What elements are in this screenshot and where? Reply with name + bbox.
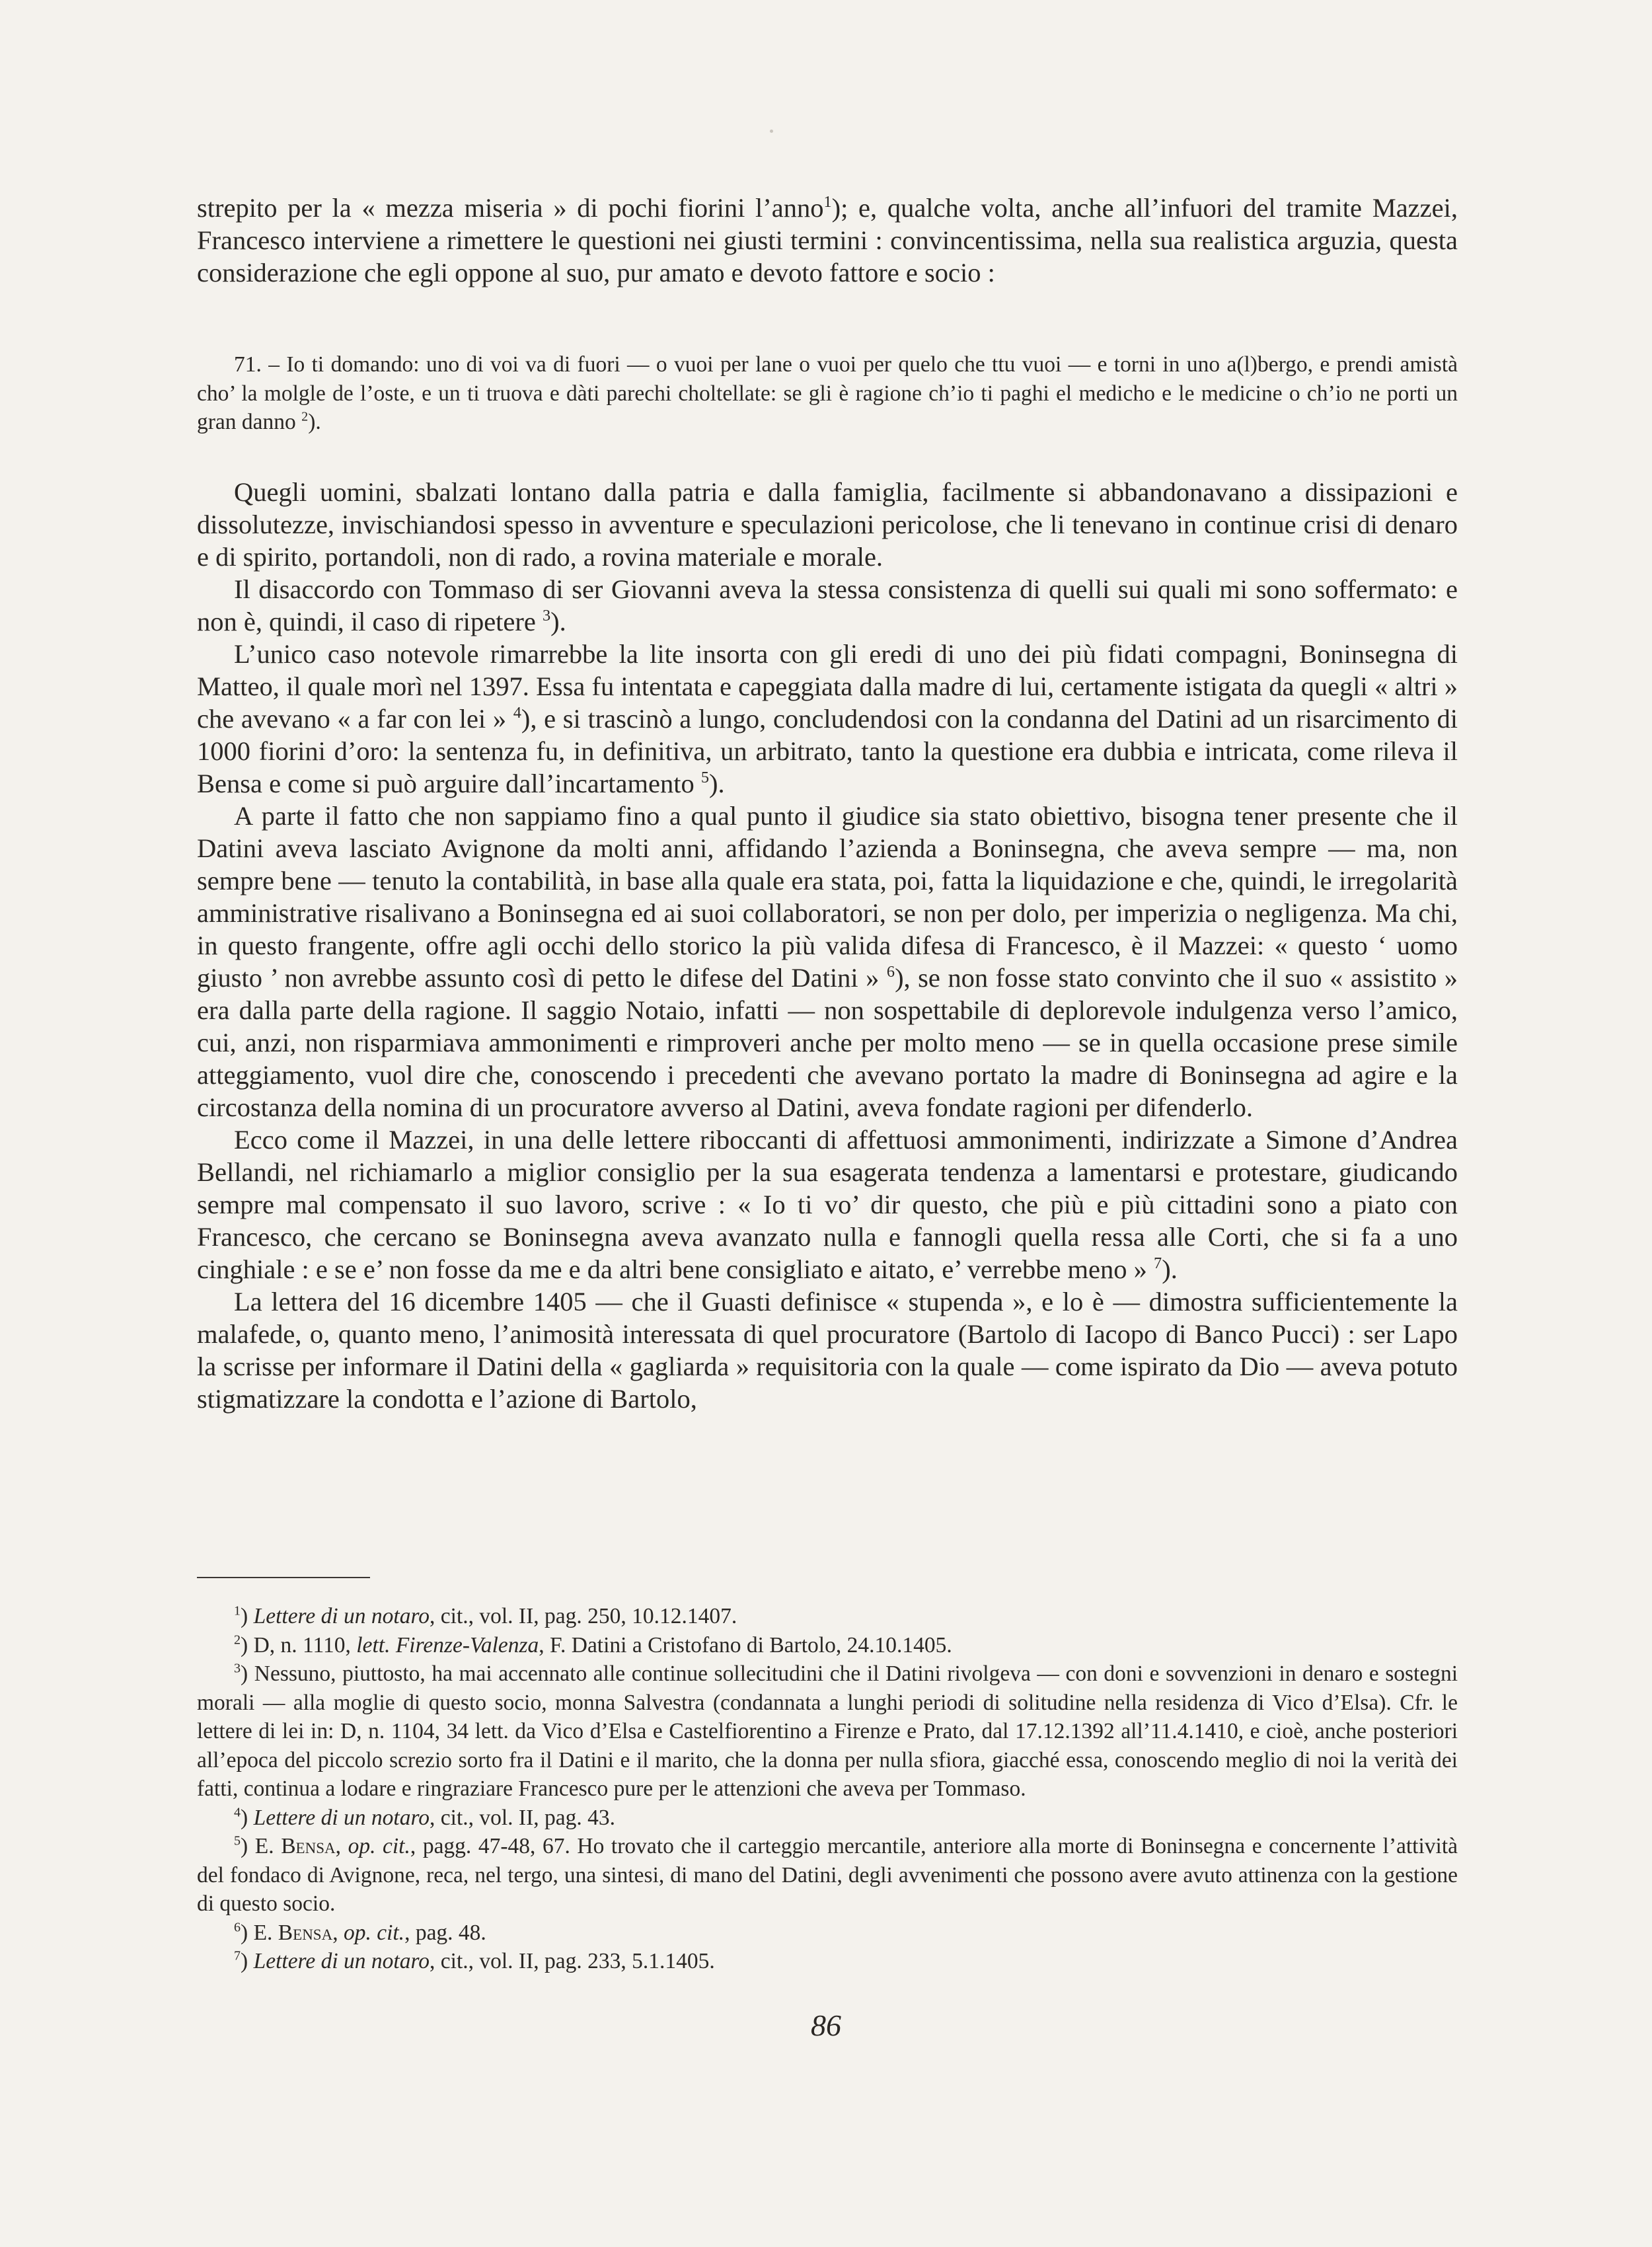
body-paragraph (197, 1124, 1458, 1285)
quote-text: 71. – Io ti domando: uno di voi va di fuori — o vuoi per lane o vuoi per quelo che ttu vuoi — e torni in uno a(l)bergo, e prendi amistà cho’ la molgle de l’oste, e un ti truova e dàti parechi choltellate: se gli è ragione ch’io ti paghi el medicho e le medicine o ch’io ne porti un gran danno (197, 352, 1458, 434)
footnote (197, 1832, 1458, 1919)
footnote (197, 1947, 1458, 1976)
author-name: Bensa (278, 1920, 333, 1945)
italic-text: op. cit. (348, 1834, 410, 1858)
footnote-ref: 7 (1154, 1254, 1162, 1272)
text-run: E. (253, 1920, 278, 1945)
intro-text: strepito per la « mezza miseria » di pochi fiorini l’anno (197, 193, 824, 223)
body-paragraph (197, 476, 1458, 573)
footnote-ref: 3 (542, 606, 551, 625)
text-run: Quegli uomini, sbalzati lontano dalla patria e dalla famiglia, facilmente si abbandonavano a dissipazioni e dissolutezze, invischiandosi spesso in avventure e speculazioni pericolose, che li tenevano in continue crisi di denaro e di spirito, portandoli, non di rado, a rovina materiale e morale. (197, 477, 1458, 572)
body-paragraph (197, 800, 1458, 1124)
body-paragraph (197, 1285, 1458, 1415)
text-run: , (335, 1834, 348, 1858)
text-run: ). (550, 607, 566, 636)
text-run: La lettera del 16 dicembre 1405 — che il Guasti definisce « stupenda », e lo è — dimostra sufficientemente la malafede, o, quanto meno, l’animosità interessata di quel procuratore (Bartolo di Iacopo di Banco Pucci) : ser Lapo la scrisse per informare il Datini della « gagliarda » requisitoria con la quale — come ispirato da Dio — aveva potuto stigmatizzare la condotta e l’azione di Bartolo, (197, 1287, 1458, 1414)
italic-text: Lettere di un notaro (253, 1604, 430, 1628)
text-run: Ecco come il Mazzei, in una delle lettere riboccanti di affettuosi ammonimenti, indirizzate a Simone d’Andrea Bellandi, nel richiamarlo a miglior consiglio per la sua esagerata tendenza a lamentarsi e protestare, giudicando sempre mal compensato il suo lavoro, scrive : « Io ti vo’ dir questo, che più e più cittadini sono a piato con Francesco, che cercano se Boninsegna aveva avanzato nulla e fannogli quella ressa alle Corti, che si fa a uno cinghiale : e se e’ non fosse da me e da altri bene consigliato e aitato, e’ verrebbe meno » (197, 1125, 1458, 1284)
intro-text-rest: ); e, qualche volta, anche all’infuori del tramite Mazzei, Francesco interviene a rimettere le questioni nei giusti termini : convincentissima, nella sua realistica arguzia, questa considerazione che egli oppone al suo, pur amato e devoto fattore e socio : (197, 193, 1458, 287)
text-run: ). (1162, 1254, 1178, 1284)
text-run: , (332, 1920, 344, 1945)
footnotes (197, 1602, 1458, 1976)
speck-mark (770, 130, 773, 133)
footnote-number: 4 (234, 1805, 241, 1820)
footnote-number: 6 (234, 1920, 241, 1935)
footnote-number: 5 (234, 1833, 241, 1848)
text-run: L’unico caso notevole rimarrebbe la lite insorta con gli eredi di uno dei più fidati compagni, Boninsegna di Matteo, il quale morì nel 1397. Essa fu intentata e capeggiata dalla madre di lui, certamente istigata da quegli « altri » che avevano « a far con lei » (197, 639, 1458, 734)
italic-text: Lettere di un notaro (253, 1805, 430, 1830)
body-paragraph (197, 573, 1458, 638)
footnote-number: 3 (234, 1661, 241, 1676)
text-run: A parte il fatto che non sappiamo fino a qual punto il giudice sia stato obiettivo, bisogna tener presente che il Datini aveva lasciato Avignone da molti anni, affidando l’azienda a Boninsegna, che aveva sempre — ma, non sempre bene — tenuto la contabilità, in base alla quale era stata, poi, fatta la liquidazione e che, quindi, le irregolarità amministrative risalivano a Boninsegna ed ai suoi collaboratori, se non per dolo, per imperizia o negligenza. Ma chi, in questo frangente, offre agli occhi dello storico la più valida difesa di Francesco, è il Mazzei: « questo ‘ uomo giusto ’ non avrebbe assunto così di petto le difese del Datini » (197, 801, 1458, 993)
text-run: ), e si trascinò a lungo, concludendosi con la condanna del Datini ad un risarcimento di 1000 fiorini d’oro: la sentenza fu, in definitiva, un arbitrato, tanto la questione era dubbia e intricata, come rileva il Bensa e come si può arguire dall’incartamento (197, 704, 1458, 798)
text-run: , cit., vol. II, pag. 233, 5.1.1405. (430, 1949, 715, 1973)
footnote (197, 1631, 1458, 1660)
text-run: Il disaccordo con Tommaso di ser Giovanni aveva la stessa consistenza di quelli sui quali mi sono soffermato: e non è, quindi, il caso di ripetere (197, 574, 1458, 636)
footnote-ref: 6 (886, 962, 895, 981)
page-number: 86 (811, 2008, 841, 2042)
footnote (197, 1919, 1458, 1948)
footnote-number: 1 (234, 1603, 241, 1619)
footnote-ref: 1 (823, 192, 832, 211)
author-name: Bensa (281, 1834, 336, 1858)
italic-text: lett. Firenze-Valenza (356, 1632, 539, 1657)
text-run: , cit., vol. II, pag. 43. (430, 1805, 615, 1830)
italic-text: op. cit. (343, 1920, 405, 1945)
footnote-paren: ) (241, 1920, 254, 1945)
footnote-number: 7 (234, 1948, 241, 1963)
text-run: ). (709, 769, 725, 798)
footnote-ref: 4 (513, 703, 521, 722)
footnote-rule (197, 1577, 370, 1578)
block-quote (197, 350, 1458, 437)
footnote-ref: 5 (700, 768, 710, 786)
footnote-number: 2 (234, 1632, 241, 1648)
body-paragraph (197, 638, 1458, 800)
footnote-paren: ) (241, 1834, 255, 1858)
quote-end: ). (308, 410, 321, 434)
text-run: , pag. 48. (404, 1920, 486, 1945)
intro-paragraph (197, 192, 1458, 289)
text-run: , cit., vol. II, pag. 250, 10.12.1407. (430, 1604, 737, 1628)
text-run: ), se non fosse stato convinto che il suo « assistito » era dalla parte della ragione. Il saggio Notaio, infatti — non sospettabile di deplorevole indulgenza verso l’amico, cui, anzi, non risparmiava ammonimenti e rimproveri anche per molto meno — se in quella occasione prese simile atteggiamento, vuol dire che, conoscendo i precedenti che avevano portato la madre di Boninsegna ad agire e la circostanza della nomina di un procuratore avverso al Datini, aveva fondate ragioni per difenderlo. (197, 963, 1458, 1122)
footnote (197, 1804, 1458, 1833)
main-text (197, 476, 1458, 1415)
footnote-paren: ) (241, 1805, 254, 1830)
text-run: , F. Datini a Cristofano di Bartolo, 24.10.1405. (539, 1632, 952, 1657)
footnote (197, 1602, 1458, 1631)
footnote-paren: ) (241, 1661, 254, 1686)
text-run: D, n. 1110, (253, 1632, 357, 1657)
footnote-ref: 2 (301, 409, 309, 424)
footnote-paren: ) (241, 1949, 254, 1973)
text-run: E. (254, 1834, 282, 1858)
text-run: Nessuno, piuttosto, ha mai accennato alle continue sollecitudini che il Datini rivolgeva — con doni e sovvenzioni in denaro e sostegni morali — alla moglie di questo socio, monna Salvestra (condannata a lunghi periodi di solitudine nella residenza di Vico d’Elsa). Cfr. le lettere di lei in: D, n. 1104, 34 lett. da Vico d’Elsa e Castelfiorentino a Firenze e Prato, dal 17.12.1392 all’11.4.1410, e cioè, anche posteriori all’epoca del piccolo screzio sorto fra il Datini e il marito, che la donna per nulla sfiora, giacché essa, conoscendo meglio di noi la verità dei fatti, continua a lodare e ringraziare Francesco pure per le attenzioni che aveva per Tommaso. (197, 1661, 1458, 1801)
footnote (197, 1659, 1458, 1804)
footnote-paren: ) (241, 1604, 254, 1628)
text-run: , pagg. 47-48, 67. Ho trovato che il carteggio mercantile, anteriore alla morte di Boninsegna e concernente l’attività del fondaco di Avignone, reca, nel tergo, una sintesi, di mano del Datini, degli avvenimenti che possono avere avuto attinenza con la gestione di questo socio. (197, 1834, 1458, 1916)
italic-text: Lettere di un notaro (253, 1949, 430, 1973)
footnote-paren: ) (241, 1632, 254, 1657)
